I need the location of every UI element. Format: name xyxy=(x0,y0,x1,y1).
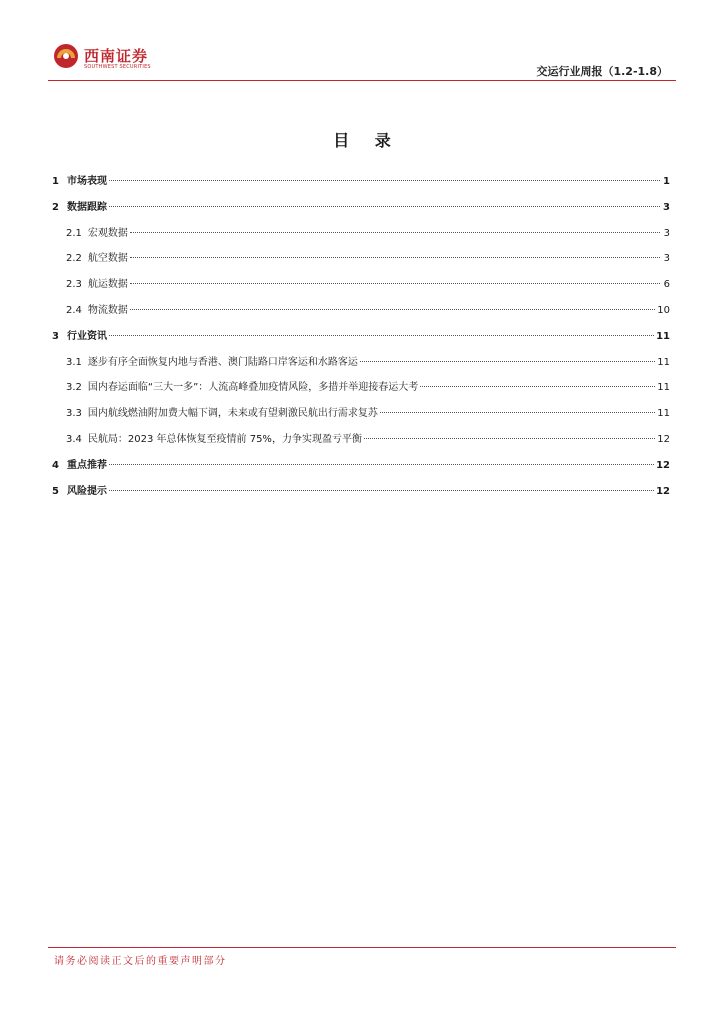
toc-entry[interactable] xyxy=(52,456,670,472)
toc-entry-number: 2.1 xyxy=(66,228,82,239)
toc-entry-number: 3.1 xyxy=(66,357,82,368)
toc-entry-number: 2.3 xyxy=(66,279,82,290)
toc-dot-leader xyxy=(109,464,654,465)
toc-entry[interactable] xyxy=(66,275,670,291)
logo-english-name: SOUTHWEST SECURITIES xyxy=(84,64,151,70)
toc-entry-number: 2.2 xyxy=(66,253,82,264)
toc-dot-leader xyxy=(380,412,655,413)
toc-entry[interactable] xyxy=(66,301,670,317)
toc-dot-leader xyxy=(130,232,660,233)
toc-entry-title: 航空数据 xyxy=(87,253,128,264)
toc-entry-number: 5 xyxy=(52,486,59,497)
toc-entry-title: 民航局：2023 年总体恢复至疫情前 75%，力争实现盈亏平衡 xyxy=(87,434,362,445)
toc-entry-number: 3.4 xyxy=(66,434,82,445)
toc-entry-title: 市场表现 xyxy=(66,176,107,187)
toc-entry-page: 1 xyxy=(663,176,670,187)
toc-entry-number: 4 xyxy=(52,460,59,471)
toc-dot-leader xyxy=(130,309,655,310)
toc-entry-number: 2 xyxy=(52,202,59,213)
toc-entry-page: 3 xyxy=(663,228,670,239)
toc-entry-title: 重点推荐 xyxy=(66,460,107,471)
toc-entry-number: 3.3 xyxy=(66,408,82,419)
footer-divider xyxy=(48,947,676,948)
toc-dot-leader xyxy=(130,283,660,284)
toc-entry-page: 11 xyxy=(657,382,670,393)
report-title: 交运行业周报（1.2-1.8） xyxy=(536,65,668,78)
toc-entry-title: 风险提示 xyxy=(66,486,107,497)
toc-entry-number: 3 xyxy=(52,331,59,342)
toc-entry-number: 2.4 xyxy=(66,305,82,316)
toc-dot-leader xyxy=(109,206,660,207)
toc-entry-title: 国内春运面临“三大一多”：人流高峰叠加疫情风险，多措并举迎接春运大考 xyxy=(87,382,419,393)
toc-entry-page: 12 xyxy=(657,434,670,445)
toc-entry[interactable] xyxy=(66,404,670,420)
toc-entry-page: 10 xyxy=(657,305,670,316)
toc-entry[interactable] xyxy=(52,198,670,214)
toc-heading: 目 录 xyxy=(333,131,401,150)
toc-entry-number: 1 xyxy=(52,176,59,187)
toc-entry[interactable] xyxy=(66,249,670,265)
page-header xyxy=(0,0,724,82)
toc-entry-page: 12 xyxy=(656,460,670,471)
toc-entry-title: 国内航线燃油附加费大幅下调，未来或有望刺激民航出行需求复苏 xyxy=(87,408,378,419)
toc-entry-page: 3 xyxy=(663,202,670,213)
toc-entry[interactable] xyxy=(52,172,670,188)
toc-entry-title: 航运数据 xyxy=(87,279,128,290)
toc-entry[interactable] xyxy=(66,378,670,394)
toc-entry-page: 11 xyxy=(657,408,670,419)
toc-dot-leader xyxy=(420,386,655,387)
header-divider xyxy=(48,80,676,81)
toc-entry[interactable] xyxy=(66,353,670,369)
toc-dot-leader xyxy=(109,490,654,491)
toc-dot-leader xyxy=(109,180,660,181)
toc-entry-number: 3.2 xyxy=(66,382,82,393)
toc-entry-title: 物流数据 xyxy=(87,305,128,316)
toc-entry[interactable] xyxy=(66,430,670,446)
toc-entry-page: 6 xyxy=(663,279,670,290)
toc-dot-leader xyxy=(364,438,655,439)
toc-entry-title: 数据跟踪 xyxy=(66,202,107,213)
toc-entry-page: 11 xyxy=(656,331,670,342)
toc-dot-leader xyxy=(109,335,654,336)
logo-emblem-icon xyxy=(53,43,79,69)
toc-dot-leader xyxy=(130,257,660,258)
toc-entry-title: 行业资讯 xyxy=(66,331,107,342)
toc-entry-title: 逐步有序全面恢复内地与香港、澳门陆路口岸客运和水路客运 xyxy=(87,357,358,368)
toc-entry-title: 宏观数据 xyxy=(87,228,128,239)
toc-entry[interactable] xyxy=(52,482,670,498)
footer-disclaimer: 请务必阅读正文后的重要声明部分 xyxy=(54,956,227,967)
toc-entry[interactable] xyxy=(66,224,670,240)
toc-entry-page: 11 xyxy=(657,357,670,368)
logo-chinese-name: 西南证券 xyxy=(84,47,149,65)
toc-entry-page: 12 xyxy=(656,486,670,497)
toc-entry[interactable] xyxy=(52,327,670,343)
toc-dot-leader xyxy=(360,361,655,362)
company-logo xyxy=(53,43,163,75)
toc-entry-page: 3 xyxy=(663,253,670,264)
